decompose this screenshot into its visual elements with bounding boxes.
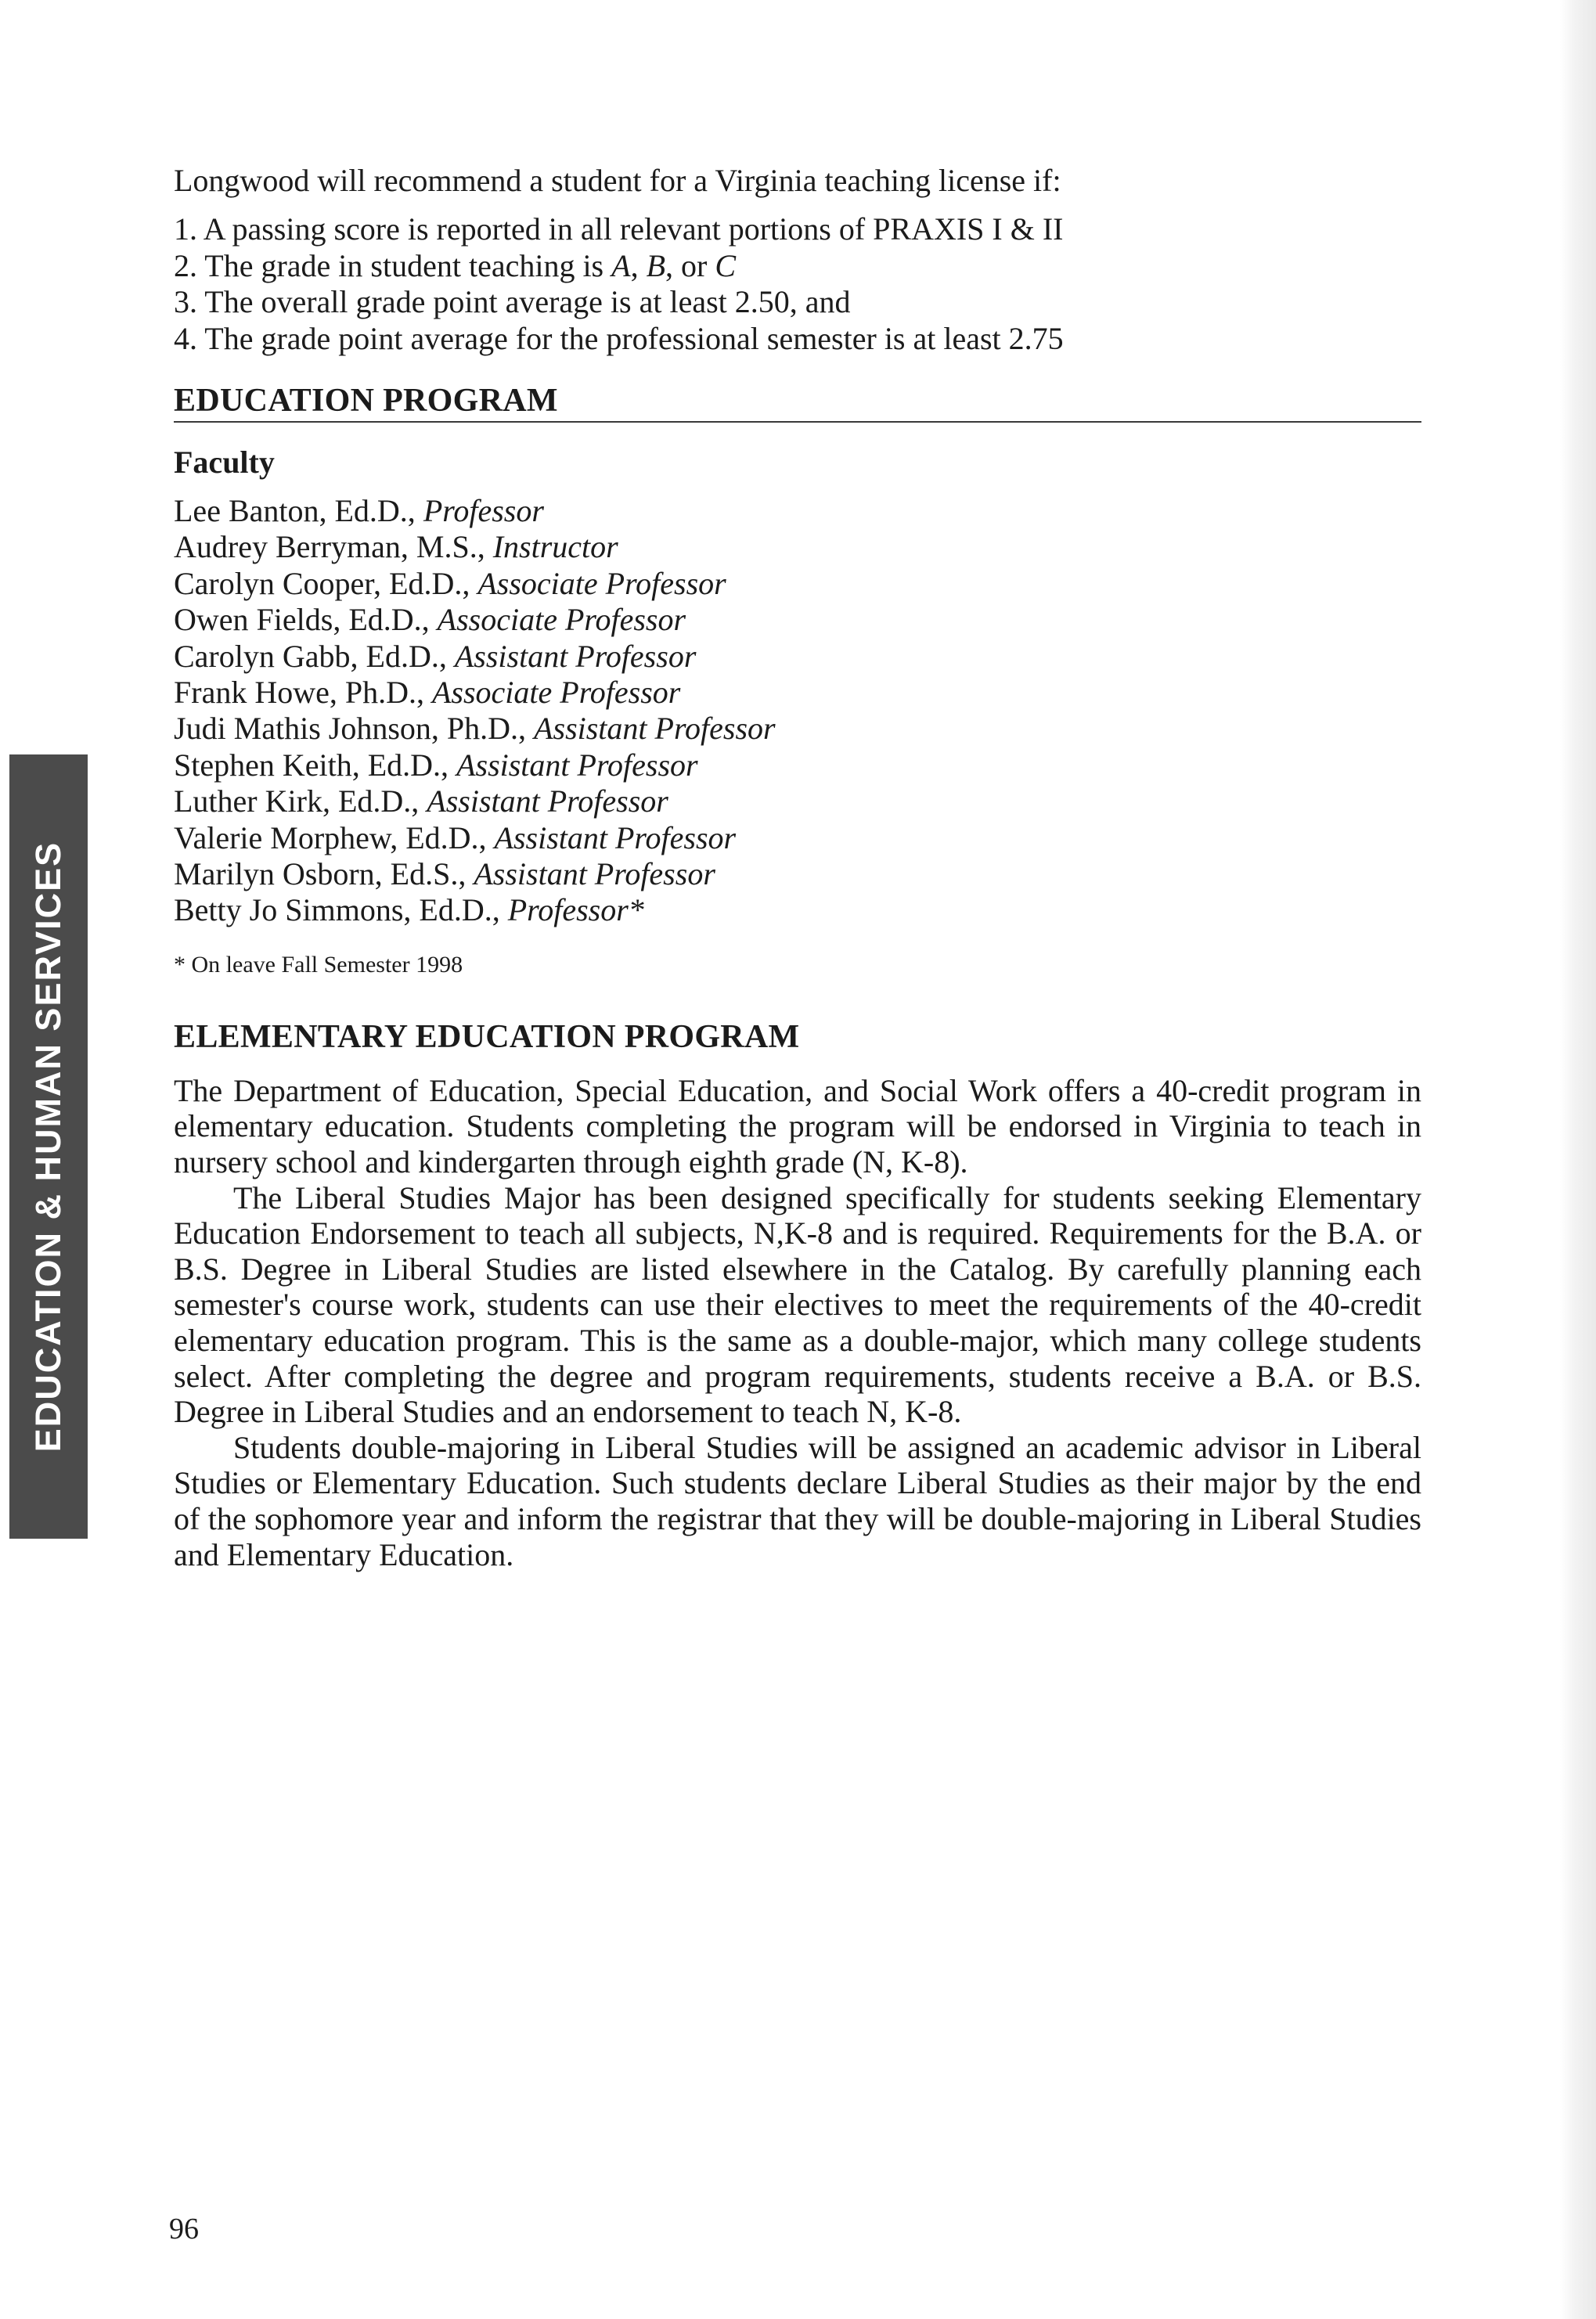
faculty-title: Professor*	[507, 892, 644, 928]
grade-a: A	[611, 247, 631, 283]
faculty-list	[174, 493, 1421, 929]
faculty-title: Assistant Professor	[494, 819, 737, 855]
faculty-title: Associate Professor	[477, 565, 726, 601]
faculty-name: Lee Banton, Ed.D.,	[174, 493, 423, 528]
page-edge-shadow	[1560, 0, 1596, 2319]
faculty-title: Assistant Professor	[427, 783, 668, 819]
elementary-paragraph-2: The Liberal Studies Major has been designed specifically for students seeking Elementary Education Endorsement to teach all subjects, N,K-8 and is required. Requirements for the B.A. or B.S. Degree in Liberal Studies are listed elsewhere in the Catalog. By carefully planning each semester's course work, students can use their electives to meet the requirements of the 40-credit elementary education program. This is the same as a double-major, which many college students select. After completing the degree and program requirements, students receive a B.A. or B.S. Degree in Liberal Studies and an endorsement to teach N, K-8.	[174, 1179, 1421, 1430]
faculty-name: Carolyn Gabb, Ed.D.,	[174, 638, 455, 674]
faculty-member	[174, 711, 1421, 747]
criteria-item-3: 3. The overall grade point average is at least 2.50, and	[174, 284, 851, 319]
faculty-member	[174, 566, 1421, 602]
grade-c: C	[715, 247, 737, 283]
faculty-name: Marilyn Osborn, Ed.S.,	[174, 856, 474, 892]
grade-b: B	[646, 247, 665, 283]
faculty-name: Carolyn Cooper, Ed.D.,	[174, 565, 478, 601]
criteria-item-1: 1. A passing score is reported in all relevant portions of PRAXIS I & II	[174, 211, 1064, 247]
faculty-title: Assistant Professor	[534, 711, 776, 747]
faculty-title: Associate Professor	[431, 675, 681, 711]
faculty-member	[174, 529, 1421, 565]
faculty-member	[174, 675, 1421, 711]
page-content	[174, 163, 1421, 1572]
elementary-program-heading: ELEMENTARY EDUCATION PROGRAM	[174, 1018, 800, 1055]
faculty-member	[174, 493, 1421, 529]
faculty-member	[174, 639, 1421, 675]
grade-separator: ,	[665, 247, 681, 283]
criteria-item-2	[174, 248, 1421, 285]
elementary-paragraph-3: Students double-majoring in Liberal Studies will be assigned an academic advisor in Liberal Studies or Elementary Education. Such students declare Liberal Studies as their major by the end of the sophomore year and inform the registrar that they will be double-majoring in Liberal Studies and Elementary Education.	[174, 1429, 1421, 1572]
faculty-heading: Faculty	[174, 445, 275, 480]
faculty-title: Instructor	[492, 529, 618, 565]
faculty-name: Audrey Berryman, M.S.,	[174, 529, 493, 565]
faculty-member	[174, 820, 1421, 856]
faculty-member	[174, 602, 1421, 638]
faculty-member	[174, 783, 1421, 819]
license-criteria-list	[174, 211, 1421, 357]
faculty-title: Associate Professor	[437, 602, 686, 638]
faculty-title: Assistant Professor	[454, 638, 697, 674]
faculty-name: Judi Mathis Johnson, Ph.D.,	[174, 711, 535, 747]
faculty-name: Betty Jo Simmons, Ed.D.,	[174, 892, 508, 928]
education-program-heading: EDUCATION PROGRAM	[174, 383, 558, 419]
faculty-name: Stephen Keith, Ed.D.,	[174, 747, 457, 783]
faculty-name: Owen Fields, Ed.D.,	[174, 602, 438, 638]
faculty-member	[174, 747, 1421, 783]
side-tab-label: EDUCATION & HUMAN SERVICES	[28, 841, 68, 1453]
criteria-item-2-text: 2. The grade in student teaching is	[174, 247, 612, 283]
faculty-title: Professor	[423, 493, 544, 528]
license-intro: Longwood will recommend a student for a Virginia teaching license if:	[174, 163, 1061, 198]
leave-footnote: * On leave Fall Semester 1998	[174, 951, 463, 978]
faculty-name: Valerie Morphew, Ed.D.,	[174, 819, 495, 855]
faculty-title: Assistant Professor	[456, 747, 698, 783]
faculty-member	[174, 856, 1421, 892]
grade-separator: ,	[630, 247, 647, 283]
section-side-tab	[9, 754, 88, 1539]
faculty-name: Luther Kirk, Ed.D.,	[174, 783, 427, 819]
faculty-member	[174, 892, 1421, 928]
education-program-heading-rule	[174, 382, 1421, 423]
grade-or: or	[681, 247, 708, 283]
faculty-name: Frank Howe, Ph.D.,	[174, 675, 432, 711]
page-number: 96	[169, 2213, 199, 2245]
faculty-title: Assistant Professor	[474, 856, 715, 892]
elementary-paragraph-1: The Department of Education, Special Education, and Social Work offers a 40-credit program in elementary education. Students completing the program will be endorsed in Virginia to teach in nursery school and kindergarten through eighth grade (N, K-8).	[174, 1072, 1421, 1180]
criteria-item-4: 4. The grade point average for the professional semester is at least 2.75	[174, 320, 1064, 356]
